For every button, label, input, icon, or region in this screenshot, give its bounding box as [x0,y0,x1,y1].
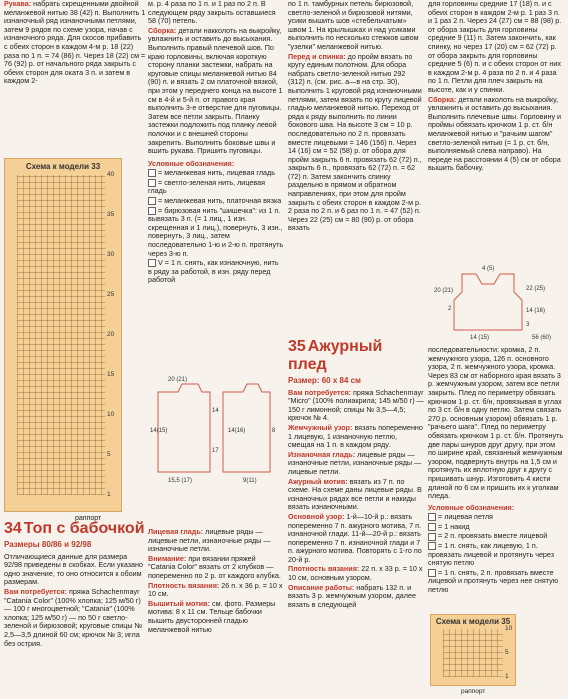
diagram-33-label: 17 [212,448,219,454]
col4-continuation: для горловины средние 17 (18) п. и с обеих сторон в каждом 2-м р. 1 раз 3 п. и 1 раз 2 п. Через 24 (27) см = 88 (98) р. от обора закрыть для горловины средние 9 (11) п. Затем закончить, как спинку, но через 17 (20) см = 62 (72) р. от обора закрыть для горловины средние 5 (6) п. и с обеих сторон от них в каждом 2-м р. 4 раза по 2 п. и 4 раза по 1 п. Петли для плеч закрыть на высоте, как и у спинки. [428,0,562,94]
materials-heading-35: Вам потребуется: [288,387,352,397]
legend-item [148,197,284,206]
assembly-heading-33: Сборка: [148,25,177,35]
chart-33-grid [17,175,105,495]
diagram-34-label: 22 (25) [526,286,546,292]
chart-33-row-number: 5 [107,451,111,458]
column-1-bottom [4,520,146,649]
model-34-sizes: Размеры 80/86 и 92/98 [4,540,92,549]
column-4 [428,0,564,174]
diagram-34-label: 2 [448,306,452,312]
front-back-text: до пройм вязать по кругу единым полотном. Для обора набрать светло-зеленой нитью 292 (312) п. (см. рис. а—в на стр. 30), выполнить 1 круговой ряд изнаночными петлями, затем вязать по кругу лицевой гладью меланжевой нитью. Переход от ряда к ряду выполнить по линии бокового шва. На высоте 3 см = 10 р. последовательно по 2 п. провязать вместе лицевыми = 146 (156) п. Через 14 (16) см = 52 (58) р. от обора для пройм закрыть 6 п. провязать 62 (72) п., закрыть 6 п., провязать 62 (72) п. = 62 (72) п. Затем закончить спинку раздельно в прямом и обратном направлениях, при этом для пройм закрыть с обеих сторон в каждом 2-м р. 2 раза по 2 п. и 6 раз по 1 п. = 47 (52) п. Через 22 (25) см = 80 (90) р. от обора вязать [288,51,422,233]
legend-text: = лицевая петля [438,512,493,522]
model-34-intro: Отличающиеся данные для размера 92/98 приведены в скобках. Если указано одно значение, то оно относится к обоим размерам. [4,551,144,587]
legend-text: = 1 п. снять, 2 п. провязать вместе лицевой и протянуть через нее снятую петлю [428,567,559,595]
diagram-33-label: 14(15) [150,428,168,434]
chart-33-row-number: 15 [107,371,115,378]
chart-33-row-number: 30 [107,251,115,258]
chart-35-grid [443,629,503,677]
chart-35-footer: раппорт [461,688,486,695]
legend-35-title: Условные обозначения: [428,502,515,512]
chart-33-title: Схема к модели 33 [25,162,101,171]
column-4-bottom [428,346,564,596]
legend-item [428,532,564,541]
main-pattern-heading: Основной узор: [288,511,345,521]
work-description-text: набрать 132 п. и вязать 3 р. жемчужным узором, далее вязать в следующей [288,582,416,609]
chart-35-title: Схема к модели 35 [435,617,511,626]
column-3 [288,0,424,234]
sleeves-text: набрать скрещенными двойной меланжевой нитью 38 (42) п. Выполнить 1 изнаночный ряд изнаночными петлями, затем 9 рядов по схеме узора, начав с изнаночного ряда. Для скосов прибавить с обеих сторон в каждом 4-м р. 18 (22) раза по 1 п. = 74 (86) п. Через 18 (22) см = 76 (92) р. от начального ряда закрыть с обеих сторон для окатa 3 п. и затем в каждом 2- [4,0,146,86]
legend-33-list [148,169,284,285]
diagram-33-label: 20 (21) [168,377,188,383]
column-1 [4,0,146,87]
legend-text: = 1 накид [438,521,470,531]
assembly-text-34: детали наколоть на выкройку, увлажнить и оставить до высыхания. Выполнить плечевые швы. Горловину и проймы обвязать крючком 1 р. ст. б/н меланжевой нитью и "рачьим шагом" светло-зеленой нитью (= 1 р. ст. б/н, выполняемый слева направо). На переде на расстоянии 4 (5) см от обора вышить бабочку. [428,94,562,173]
model-35-number: 35 [288,338,306,355]
diagram-33-label: 9(11) [243,478,257,484]
legend-35-list [428,513,564,594]
diagram-33-label: 8 [272,428,276,434]
work-description-heading: Описание работы: [288,582,355,592]
model-34-title: Топ с бабочкой [23,520,145,537]
legend-33-title: Условные обозначения: [148,158,235,168]
model-35-size: Размер: 60 х 84 см [288,376,361,385]
chart-33-footer: раппорт [75,515,102,522]
legend-item [428,542,564,568]
gauge-heading-34: Плотность вязания: [148,580,220,590]
diagram-34-label: 14 (16) [526,308,546,314]
diagram-34-label: 20 (21) [434,288,454,294]
model-34-number: 34 [4,520,22,537]
attention-text: при вязании пряжей "Catania Color" вязать от 2 клубков — попеременно по 2 р. от каждого клубка. [148,553,281,580]
chart-33-row-number: 20 [107,331,115,338]
diagram-34-label: 4 (5) [482,266,495,272]
chart-35-row-number: 5 [505,649,509,656]
col3-continuation: по 1 п. тамбурных петель бирюзовой, светло-зеленой и бирюзовой нитями, усики вышить шов «стебельчатым» швом 1. На крылышках и над усиками выполнить по несколько стежков швом "узелки" меланжевой нитью. [288,0,419,51]
chart-model-35 [430,614,516,695]
legend-item [148,259,284,285]
col2-continuation: м. р. 4 раза по 1 п. и 1 раз по 2 п. В следующем ряду закрыть оставшиеся 58 (70) петель. [148,0,276,26]
chart-model-33 [4,158,122,522]
diagram-34-label: 14 (15) [470,335,490,341]
legend-text: V = 1 п. снять, как изнаночную, нить в ряду за работой, в изн. ряду перед работой [148,258,279,285]
legend-symbol-icon [428,523,436,531]
diagram-34-label: 3 [526,322,530,328]
chart-33-row-number: 10 [107,411,115,418]
seed-stitch-heading: Жемчужный узор: [288,422,353,432]
legend-item [428,523,564,532]
legend-item [148,179,284,196]
materials-text-35: пряжа Schachenmayr "Micro" (100% полиакрила; 145 м/50 г) — 150 г лимонной; спицы № 3,5—4,5; крючок № 4. [288,387,424,423]
legend-text: = меланжевая нить, платочная вязка [158,196,282,206]
gauge-heading-35: Плотность вязания: [288,564,360,574]
materials-heading-34: Вам потребуется: [4,586,68,596]
reverse-stockinette-heading: Изнаночная гладь: [288,449,356,459]
legend-text: = 2 п. провязать вместе лицевой [438,531,548,541]
model-35-title: Ажурный плед [288,338,383,373]
diagram-34-label: 56 (60) [532,335,552,341]
gauge-text-34: 26 п. х 36 р. = 10 х 10 см. [148,580,283,599]
lace-motif-text: вязать из 7 п. по схеме. На схеме даны лицевые ряды. В изнаночных рядах все петли и накиды вязать изнаночными. [288,476,422,512]
diagram-33-label: 14(16) [228,428,246,434]
legend-symbol-icon [148,169,156,177]
motif-text: см. фото. Размеры мотива: 8 х 11 см. Тельце бабочки вышить двусторонней гладью меланжевой нитью [148,598,276,634]
col4-continuation-35: последовательности: кромка, 2 п. жемчужного узора, 126 п. основного узора, 2 п. жемчужного узора, кромка. Через 83 см от наборного края вязать 3 р. жемчужным узором, затем все петли закрыть. Плед по периметру обвязать крючком 1 р. ст. б/н, провязывая в углах по 3 ст. б/н в одну петлю. Затем связать 270 р. основным узором) обвязать 1 р. "рачьего шага". Плед по периметру обвязать крючком 1 р. ст. б/н. Протянуть две пары шнуров друг другу, при этом по ширине край, связанный жемчужным узором, подвернуть внутрь на 1,5 см и протянуть их вплотную друг к другу с пришивать шнур. Изготовить 4 кисти длиной по 6 см и пришить их к уголкам пледа. [428,345,564,501]
reverse-stockinette-text: лицевые ряды — изнаночные петли, изнаночные ряды — лицевые петли. [288,449,422,476]
column-2-bottom [148,528,284,635]
legend-item [428,513,564,522]
legend-item [148,207,284,259]
front-back-heading: Перед и спинка: [288,51,346,61]
legend-symbol-icon [428,533,436,541]
main-pattern-text: 1-й—10-й р.: вязать попеременно 7 п. ажурного мотива, 7 п. изнаночной глади. 11-й—20-й р.: вязать попеременно 7 п. изнаночной глади и 7 п. ажурного мотива. Повторять с 1-го по 20-й р. [288,511,422,564]
assembly-heading-34: Сборка: [428,94,457,104]
chart-33-row-number: 35 [107,211,115,218]
legend-item [148,169,284,178]
stockinette-heading: Лицевая гладь: [148,527,204,536]
diagram-33-label: 14 [212,408,219,414]
assembly-text-33: детали накколоть на выкройку, увлажнить и оставить до высыхания. Выполнить правый плечевой шов. По краю горловины, включая короткую сторону планки застежки, набрать на круговые спицы меланжевой нитью 84 (90) п. и вязать 2 см платочной вязкой, при этом у переднего конца на высоте 1 см в 4-й и 5-й п. от правого края выполнить 3-е отверстие для пуговицы. Затем все петли закрыть. Планку застежки подложить под планку левой полочки и с внешней стороны закрепить. Выполнить боковые швы и вшить рукава. Пришить пуговицы. [148,25,283,156]
garment-diagram-34 [432,262,562,342]
attention-heading: Внимание: [148,553,187,563]
chart-35-row-number: 1 [505,673,509,680]
chart-35-row-number: 10 [505,625,513,632]
legend-symbol-icon [428,513,436,521]
legend-text: = меланжевая нить, лицевая гладь [158,168,275,178]
diagram-33-label: 15,5 (17) [168,478,193,484]
chart-33-row-number: 25 [107,291,115,298]
legend-item [428,569,564,595]
legend-text: = светло-зеленая нить, лицевая гладь [148,177,265,196]
gauge-text-35: 22 п. х 33 р. = 10 х 10 см, основным узором. [288,564,423,583]
column-2 [148,0,284,286]
sleeves-heading: Рукава: [4,0,32,8]
column-3-bottom [288,338,424,610]
chart-33-row-number: 40 [107,171,115,178]
stockinette-text: лицевые ряды — лицевые петли, изнаночные ряды — изнаночные петли. [148,527,271,554]
legend-symbol-icon [148,197,156,205]
chart-33-row-number: 1 [107,491,111,498]
seed-stitch-text: вязать попеременно 1 лицевую, 1 изнаночную петлю, смещая на 1 п. в каждом ряду. [288,422,423,450]
lace-motif-heading: Ажурный мотив: [288,476,348,486]
garment-diagram-33 [148,372,284,487]
legend-text: = бирюзовая нить "шишечка": из 1 п. вывязать 3 п. (= 1 лиц., 1 изн. скрещенная и 1 лиц.), повернуть, 3 изн., повернуть, 3 лиц., затем последовательно 1-ю и 2-ю п. протянуть через 3-ю п. [148,205,284,258]
motif-heading: Вышитый мотив: [148,598,210,608]
legend-text: = 1 п. снять, как лицевую, 1 п. провязать лицевой и протянуть через снятую петлю [428,541,555,568]
materials-text-34: пряжа Schachenmayr "Catania Color" (100% хлопка; 125 м/50 г) — 100 г многоцветной; "Catania" (100% хлопка; 125 м/50 г) — по 50 г светло-зеленой и бирюзовой; круговые спицы № 2,5—3,5 длиной 60 см; крючок № 3; игла без острия. [4,586,143,648]
